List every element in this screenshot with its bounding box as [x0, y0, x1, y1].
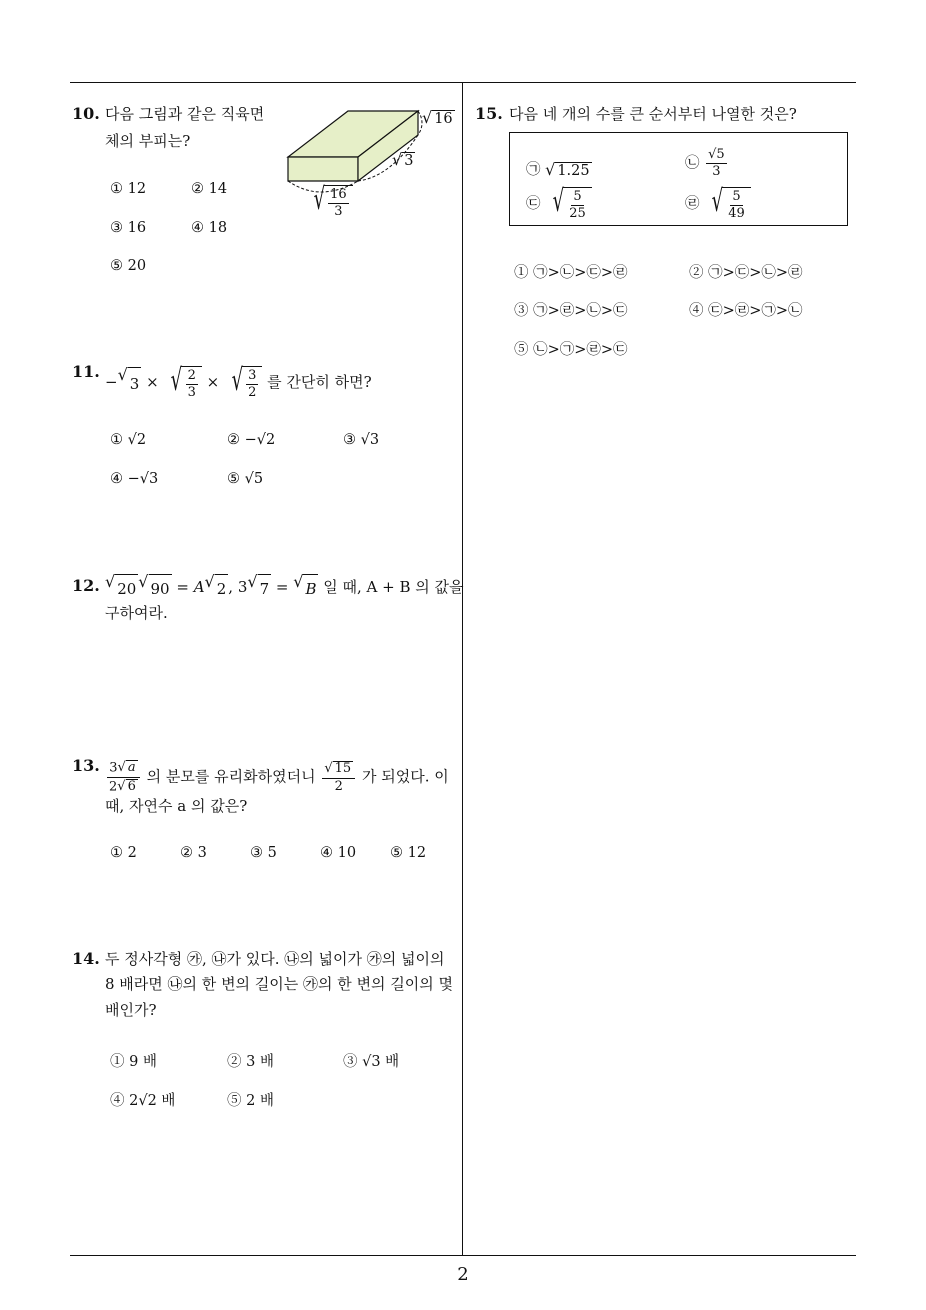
q11-text-tail: 를 간단히 하면? [267, 373, 372, 391]
q13-option-4[interactable]: ④ 10 [320, 845, 357, 861]
q14-option-4[interactable] [110, 1089, 175, 1110]
q15-text-line1: 다음 네 개의 수를 큰 순서부터 나열한 것은? [509, 105, 797, 123]
q15-item-a: ㉠ √ 1.25 [526, 159, 590, 179]
q13-text-line2: 때, 자연수 a 의 값은? [105, 797, 248, 815]
q15-item-c: ㉢ √ $\frac{5}{25}$ [526, 187, 592, 221]
q14-option-3-value: √3 배 [362, 1054, 400, 1070]
column-divider [462, 82, 463, 1256]
q15-item-d: ㉣ √ $\frac{5}{49}$ [685, 187, 751, 221]
q10-option-1[interactable]: ① 12 [110, 181, 147, 197]
q11-option-5-value: √5 [244, 471, 264, 487]
q10-label-depth: √ 3 [392, 150, 414, 169]
q11-option-3-value: √3 [360, 432, 380, 448]
q12-text-tail: 일 때, A + B 의 값을 [323, 578, 464, 596]
q11-option-2[interactable] [227, 432, 275, 448]
q13-option-2[interactable]: ② 3 [180, 845, 207, 861]
q11-option-4-value: −√3 [127, 471, 159, 487]
q14-option-3[interactable] [343, 1050, 399, 1071]
q15-option-1[interactable]: ① ㉠>㉡>㉢>㉣ [514, 265, 628, 281]
q15-item-c-num: 5 [573, 189, 582, 204]
q15-item-b-den: 3 [712, 164, 721, 179]
q10-text-line1: 다음 그림과 같은 직육면 [105, 105, 265, 123]
q15-item-d-num: 5 [732, 189, 741, 204]
q10-label-height: √ 16 [422, 108, 453, 127]
top-rule [70, 82, 856, 83]
q15-option-3[interactable]: ③ ㉠>㉣>㉡>㉢ [514, 303, 628, 319]
q14-option-3-mark: ③ [343, 1054, 358, 1070]
q14-text-line2: 8 배라면 ㉯의 한 변의 길이는 ㉮의 한 변의 길이의 몇 [105, 975, 454, 993]
q14-text-line3: 배인가? [105, 1001, 157, 1019]
q11-expression: − √ 3 × √ 2 3 × √ 3 2 를 간단히 하면? [105, 363, 372, 400]
q11-option-1[interactable] [110, 432, 146, 448]
q10-label-width: √ $\frac{16}{3}$ [306, 185, 353, 219]
q15-item-d-mark: ㉣ [685, 196, 700, 212]
q10-label-height-value: 16 [434, 111, 453, 127]
q15-option-5[interactable]: ⑤ ㉡>㉠>㉣>㉢ [514, 342, 628, 358]
q14-option-2[interactable]: ② 3 배 [227, 1054, 274, 1070]
q13-text-tail: 가 되었다. 이 [361, 767, 449, 786]
q12-expression: √ 20 √ 90 = A √ 2 , 3 √ 7 = √ B 일 때, A + B 의 값을 [105, 573, 464, 603]
q15-item-d-den: 49 [728, 206, 745, 221]
q14-option-4-value: 2√2 배 [129, 1093, 176, 1109]
page-number: 2 [457, 1264, 469, 1285]
q11-option-3-mark: ③ [343, 432, 356, 448]
q10-option-3[interactable]: ③ 16 [110, 220, 147, 236]
q11-option-3[interactable] [343, 432, 379, 448]
q11-option-4[interactable] [110, 471, 158, 487]
q11-option-1-mark: ① [110, 432, 123, 448]
q10-label-width-num: 16 [330, 187, 347, 202]
bottom-rule [70, 1255, 856, 1256]
q15-item-c-mark: ㉢ [526, 196, 541, 212]
q11-option-2-mark: ② [227, 432, 240, 448]
q13-expression: 3 √ a 2 √ 6 의 분모를 유리화하였더니 √ 15 2 가 되었다. 이 [109, 760, 449, 795]
q15-item-b [685, 148, 729, 179]
q15-option-4[interactable]: ④ ㉢>㉣>㉠>㉡ [689, 303, 803, 319]
q10-option-2[interactable]: ② 14 [191, 181, 228, 197]
q13-option-1[interactable]: ① 2 [110, 845, 137, 861]
q12-text-line2: 구하여라. [105, 604, 168, 622]
q10-number: 10. [72, 104, 100, 123]
q13-text-mid: 의 분모를 유리화하였더니 [146, 767, 316, 786]
q15-item-c-den: 25 [569, 206, 586, 221]
q11-option-2-value: −√2 [244, 432, 276, 448]
q14-option-5[interactable]: ⑤ 2 배 [227, 1093, 274, 1109]
q11-option-1-value: √2 [127, 432, 147, 448]
q13-option-3[interactable]: ③ 5 [250, 845, 277, 861]
q15-item-b-num: √5 [708, 147, 725, 162]
q14-option-4-mark: ④ [110, 1093, 125, 1109]
q15-item-a-value: 1.25 [557, 162, 590, 179]
q14-option-1[interactable]: ① 9 배 [110, 1054, 157, 1070]
q11-option-5-mark: ⑤ [227, 471, 240, 487]
q15-item-b-mark: ㉡ [685, 155, 700, 172]
q12-number: 12. [72, 576, 100, 595]
q13-number: 13. [72, 756, 100, 775]
q10-option-5[interactable]: ⑤ 20 [110, 258, 147, 274]
q13-option-5[interactable]: ⑤ 12 [390, 845, 427, 861]
q15-number: 15. [475, 104, 503, 123]
q10-label-depth-value: 3 [404, 153, 414, 169]
q11-option-5[interactable] [227, 471, 263, 487]
q10-label-width-den: 3 [334, 204, 343, 219]
q14-text-line1: 두 정사각형 ㉮, ㉯가 있다. ㉯의 넓이가 ㉮의 넓이의 [105, 950, 445, 968]
q11-option-4-mark: ④ [110, 471, 123, 487]
q10-text-line2: 체의 부피는? [105, 132, 191, 150]
q15-option-2[interactable]: ② ㉠>㉢>㉡>㉣ [689, 265, 803, 281]
q10-option-4[interactable]: ④ 18 [191, 220, 228, 236]
q11-number: 11. [72, 362, 100, 381]
q15-item-a-mark: ㉠ [526, 162, 541, 178]
q14-number: 14. [72, 949, 100, 968]
